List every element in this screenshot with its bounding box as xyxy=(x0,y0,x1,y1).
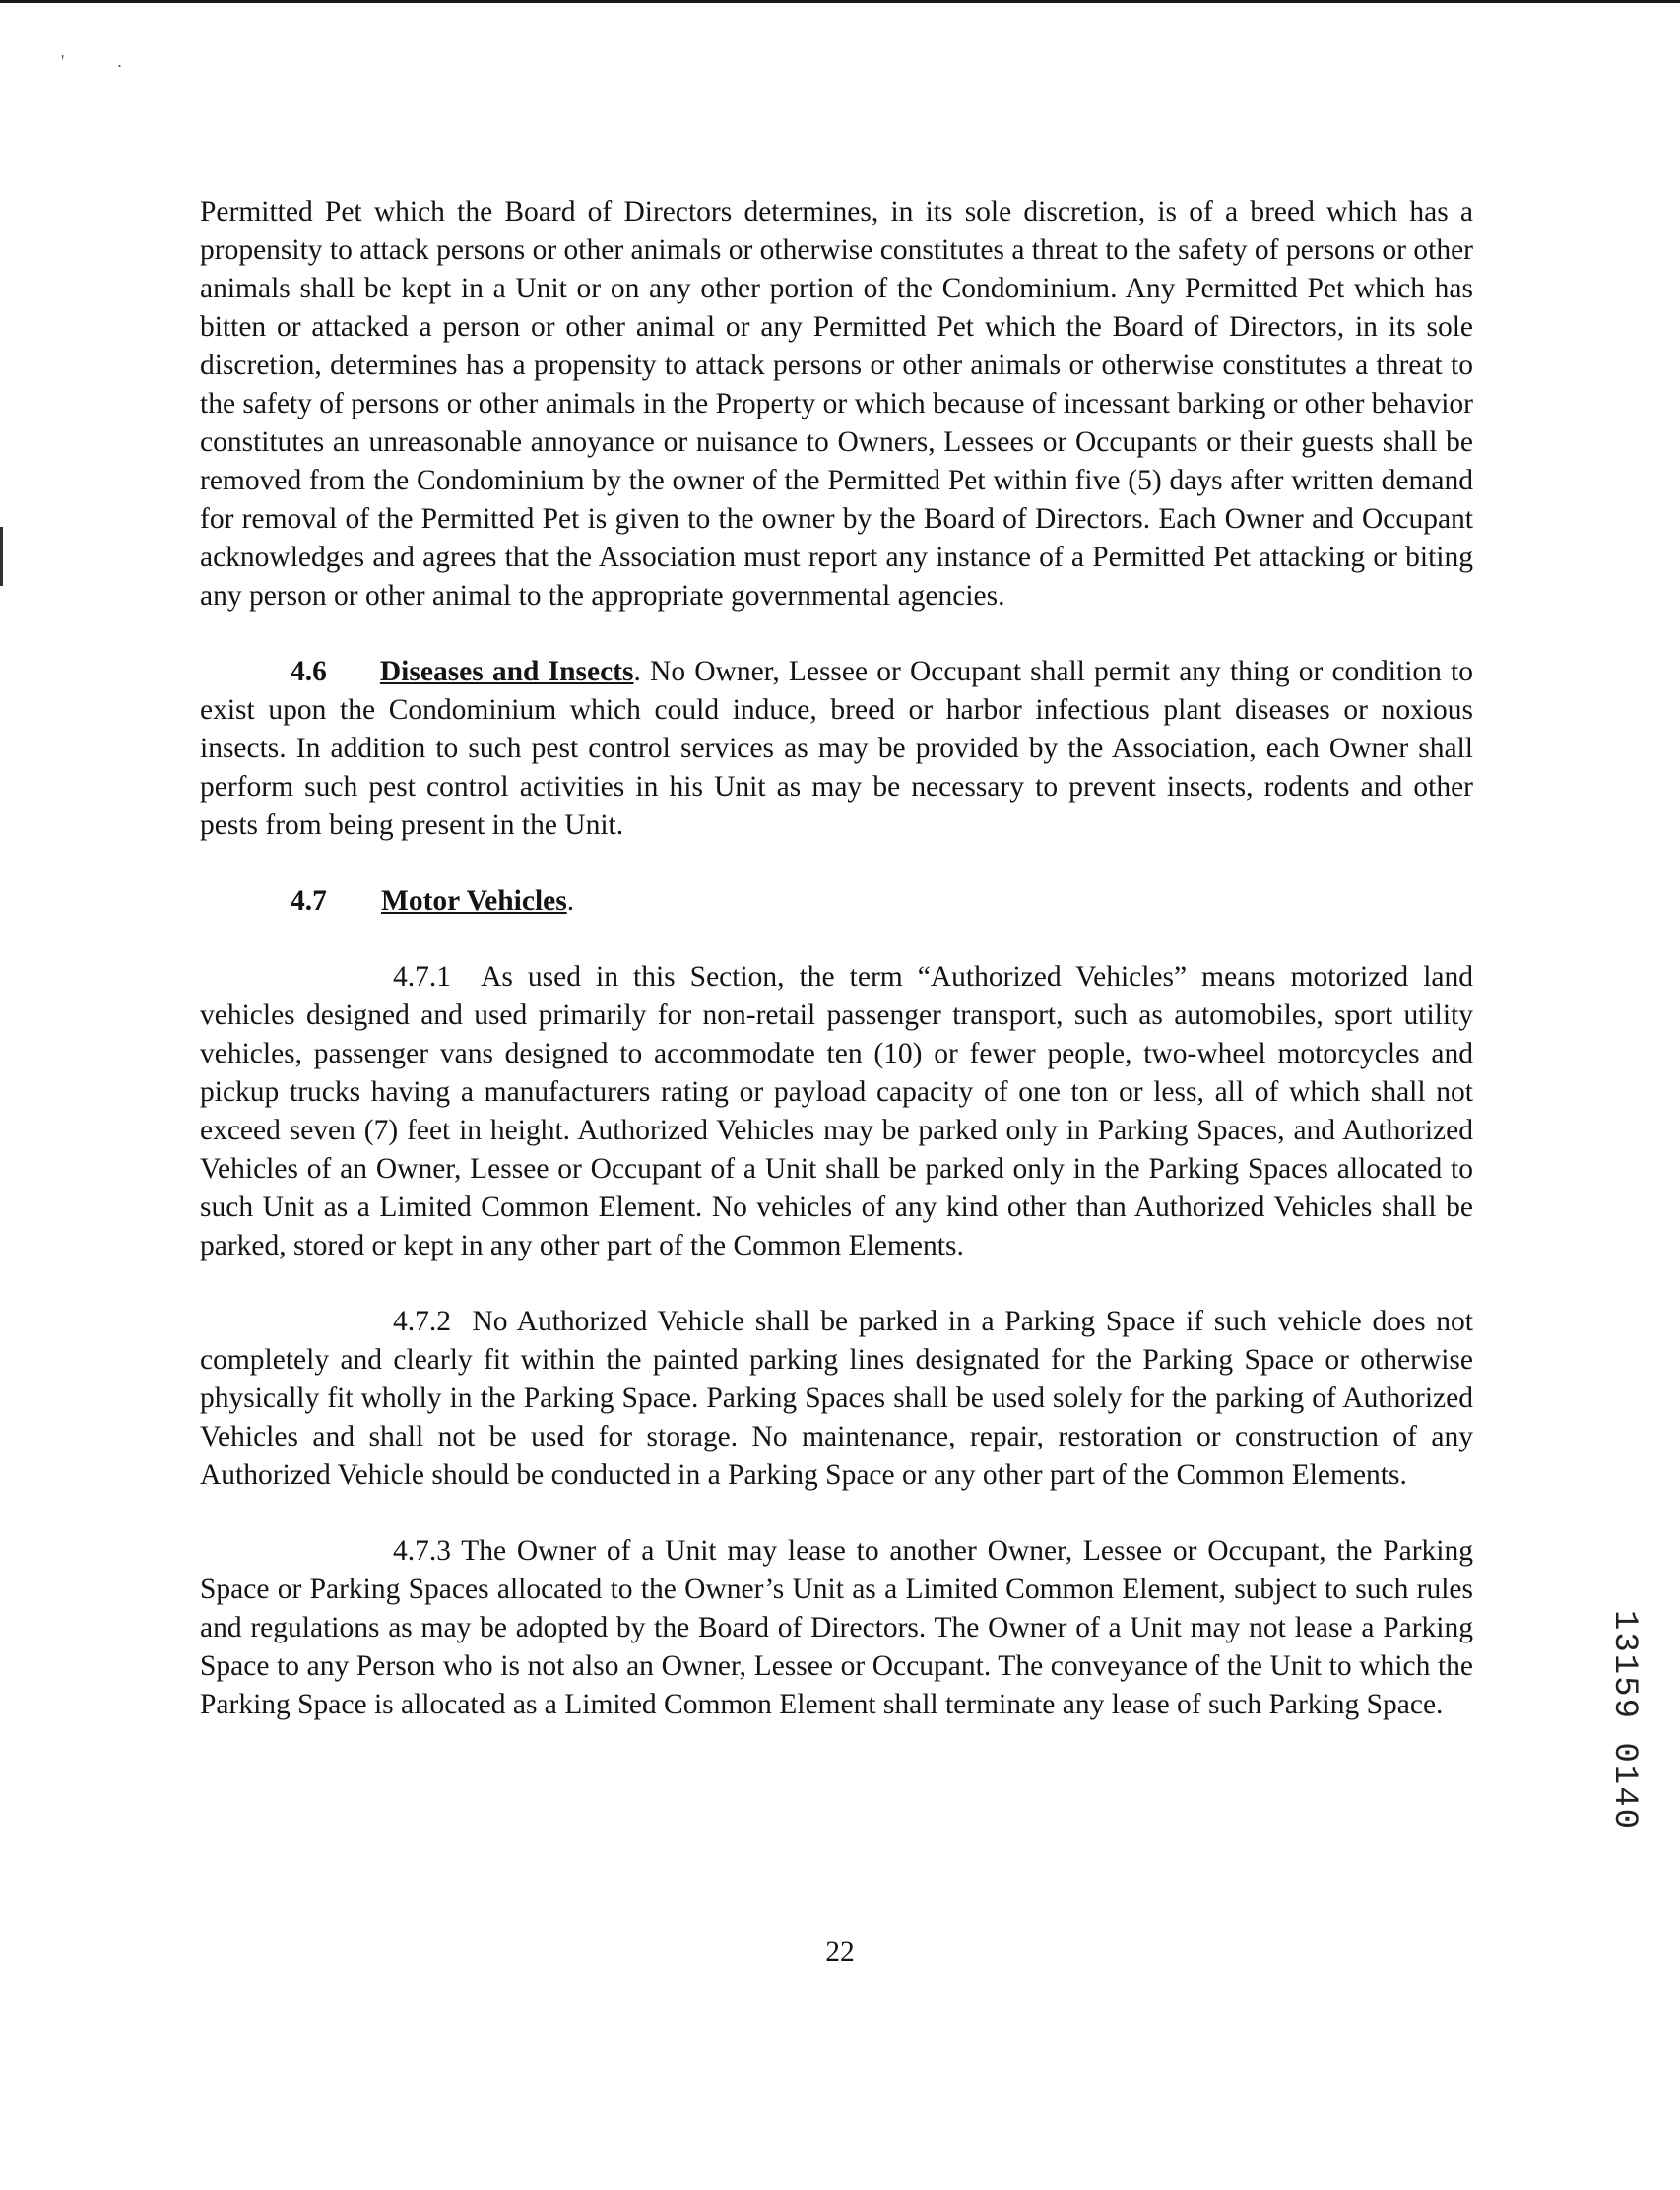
section-4-7-1: 4.7.1 As used in this Section, the term “Authorized Vehicles” means motorized land vehicles designed and used primarily for non-retail passenger transport, such as automobiles, sport utility vehicles, passenger vans designed to accommodate ten (10) or fewer people, two-wheel motorcycles and pickup trucks having a manufacturers rating or payload capacity of one ton or less, all of which shall not exceed seven (7) feet in height. Authorized Vehicles may be parked only in Parking Spaces, and Authorized Vehicles of an Owner, Lessee or Occupant of a Unit shall be parked only in the Parking Spaces allocated to such Unit as a Limited Common Element. No vehicles of any kind other than Authorized Vehicles shall be parked, stored or kept in any other part of the Common Elements. xyxy=(200,961,1473,1261)
section-number: 4.7 xyxy=(291,885,327,917)
side-stamp-text: 13159 0140 xyxy=(1605,1609,1643,1832)
top-border xyxy=(0,0,1680,3)
paragraph-pets: Permitted Pet which the Board of Directors determines, in its sole discretion, is of a breed which has a propensity to attack persons or other animals or otherwise constitutes a threat to the safety of persons or other animals shall be kept in a Unit or on any other portion of the Condominium. Any Permitted Pet which has bitten or attacked a person or other animal or any Permitted Pet which the Board of Directors, in its sole discretion, determines has a propensity to attack persons or other animals or otherwise constitutes a threat to the safety of persons or other animals in the Property or which because of incessant barking or other behavior constitutes an unreasonable annoyance or nuisance to Owners, Lessees or Occupants or their guests shall be removed from the Condominium by the owner of the Permitted Pet within five (5) days after written demand for removal of the Permitted Pet is given to the owner by the Board of Directors. Each Owner and Occupant acknowledges and agrees that the Association must report any instance of a Permitted Pet attacking or biting any person or other animal to the appropriate governmental agencies. xyxy=(200,196,1473,612)
scan-edge-mark xyxy=(0,527,3,586)
side-stamp xyxy=(1602,1576,1646,1871)
section-title: Motor Vehicles xyxy=(381,885,567,917)
section-4-6 xyxy=(200,653,1473,845)
section-4-7-2: 4.7.2 No Authorized Vehicle shall be parked in a Parking Space if such vehicle does not completely and clearly fit within the painted parking lines designated for the Parking Space or otherwise physically fit wholly in the Parking Space. Parking Spaces shall be used solely for the parking of Authorized Vehicles and shall not be used for storage. No maintenance, repair, restoration or construction of any Authorized Vehicle should be conducted in a Parking Space or any other part of the Common Elements. xyxy=(200,1306,1473,1491)
document-page xyxy=(200,193,1473,1724)
section-title: Diseases and Insects xyxy=(379,656,634,687)
scan-specks: ' . xyxy=(61,51,122,71)
section-4-7-3: 4.7.3 The Owner of a Unit may lease to another Owner, Lessee or Occupant, the Parking Space or Parking Spaces allocated to the Owner’s Unit as a Limited Common Element, subject to such rules and regulations as may be adopted by the Board of Directors. The Owner of a Unit may not lease a Parking Space to any Person who is not also an Owner, Lessee or Occupant. The conveyance of the Unit to which the Parking Space is allocated as a Limited Common Element shall terminate any lease of such Parking Space. xyxy=(200,1535,1473,1720)
page-number: 22 xyxy=(825,1936,855,1967)
section-number: 4.6 xyxy=(291,656,327,687)
section-title-suffix: . xyxy=(566,885,575,917)
section-body: . No Owner, Lessee or Occupant shall permit any thing or condition to exist upon the Condominium which could induce, breed or harbor infectious plant diseases or noxious insects. In addition to such pest control services as may be provided by the Association, each Owner shall perform such pest control activities in his Unit as may be necessary to prevent insects, rodents and other pests from being present in the Unit. xyxy=(200,656,1473,841)
section-4-7-heading xyxy=(200,882,1473,921)
